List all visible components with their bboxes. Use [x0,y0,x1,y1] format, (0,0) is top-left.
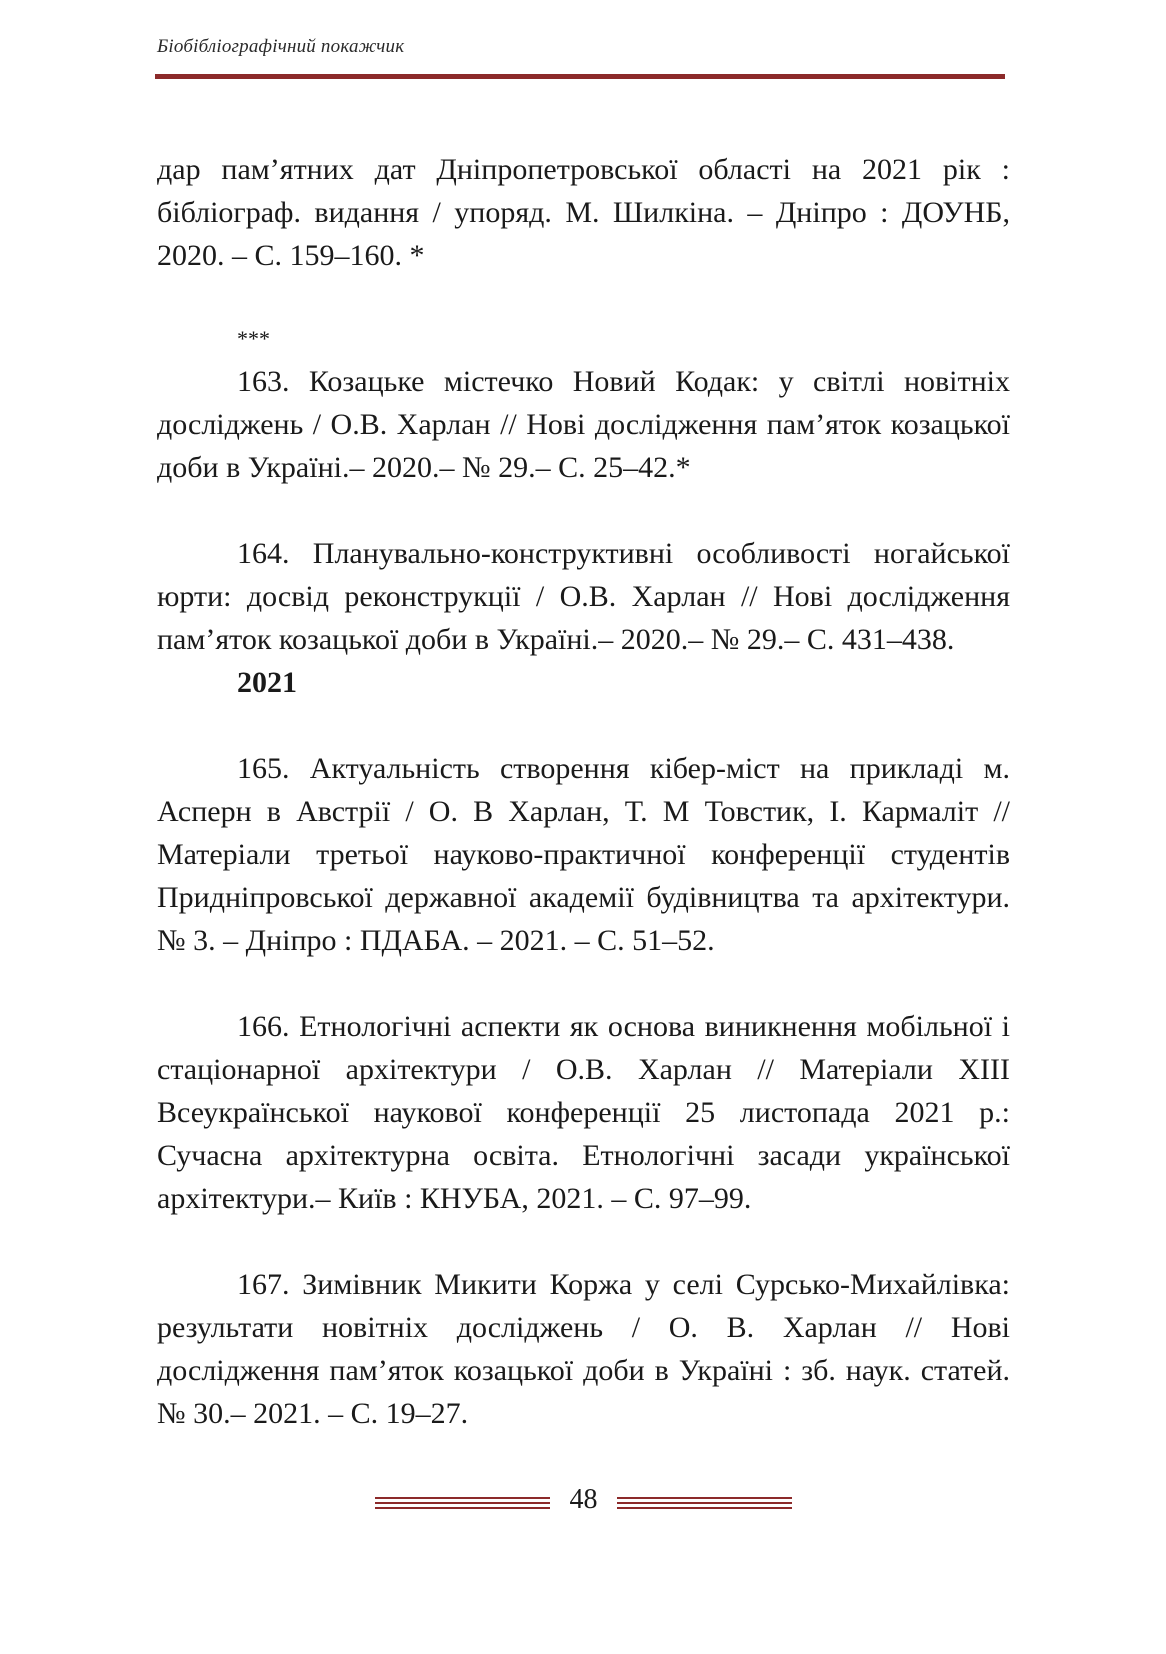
continuation-paragraph: дар пам’ятних дат Дніпропетровської області на 2021 рік : бібліограф. видання / упоряд. М. Шилкіна. – Дніпро : ДОУНБ, 2020. – С. 159–160. * [157,153,1010,272]
bibliography-entry-166: 166. Етнологічні аспекти як основа виникнення мобільної і стаціонарної архітектури / О.В. Харлан // Матеріали ХІІІ Всеукраїнської наукової конференції 25 листопада 2021 р.: Сучасна архітектурна освіта. Етнологічні засади української архітектури.– Київ : КНУБА, 2021. – С. 97–99. [157,1010,1010,1215]
page-number: 48 [569,1484,598,1515]
bibliography-entry-164: 164. Планувально-конструктивні особливості ногайської юрти: досвід реконструкції / О.В. Харлан // Нові дослідження пам’яток козацької доби в Україні.– 2020.– № 29.– С. 431–438. [157,537,1010,656]
header-rule [155,74,1005,79]
year-heading: 2021 [237,666,297,699]
running-header: Біобібліографічний покажчик [157,36,405,57]
bibliography-entry-165: 165. Актуальність створення кібер-міст на прикладі м. Асперн в Австрії / О. В Харлан, Т. М Товстик, І. Кармаліт // Матеріали третьої науково-практичної конференції студентів Придніпровської державної академії будівництва та архітектури. № 3. – Дніпро : ПДАБА. – 2021. – С. 51–52. [157,752,1010,957]
section-separator: *** [237,326,270,351]
footer-rule-left [375,1497,550,1512]
footer-rule-right [617,1497,792,1512]
bibliography-entry-163: 163. Козацьке містечко Новий Кодак: у світлі новітніх досліджень / О.В. Харлан // Нові дослідження пам’яток козацької доби в Україні.– 2020.– № 29.– С. 25–42.* [157,365,1010,484]
page-footer [0,1484,1166,1524]
bibliography-entry-167: 167. Зимівник Микити Коржа у селі Сурсько-Михайлівка: результати новітніх досліджень / О. В. Харлан // Нові дослідження пам’яток козацької доби в Україні : зб. наук. статей. № 30.– 2021. – С. 19–27. [157,1268,1010,1430]
page-content [157,148,1010,1435]
